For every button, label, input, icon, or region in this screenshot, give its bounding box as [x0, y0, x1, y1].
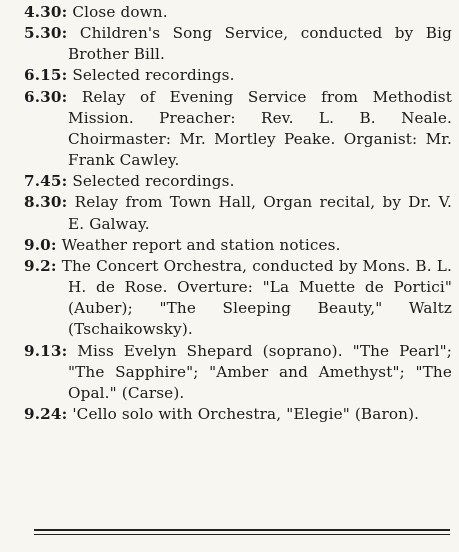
programme-text: Selected recordings. [72, 66, 235, 85]
programme-time: 9.0: [24, 235, 57, 254]
programme-entry [24, 171, 452, 192]
programme-text: Miss Evelyn Shepard (soprano). "The Pearl"; "The Sapphire"; "Amber and Amethyst"; "The Opal." (Carse). [68, 341, 452, 402]
programme-entry [24, 192, 452, 234]
programme-entry [24, 341, 452, 404]
column-end-rule [34, 534, 450, 535]
programme-text: Close down. [72, 3, 168, 21]
programme-time: 8.30: [24, 193, 68, 212]
programme-entry [24, 404, 452, 425]
programme-entry [24, 235, 452, 256]
programme-text: Children's Song Service, conducted by Big Brother Bill. [68, 24, 453, 64]
programme-time: 9.13: [24, 341, 68, 360]
programme-entry [24, 256, 452, 341]
programme-entry [24, 65, 452, 86]
programme-entry [24, 87, 452, 172]
programme-time: 7.45: [24, 172, 68, 191]
radio-programme-list [24, 2, 452, 425]
programme-text: 'Cello solo with Orchestra, "Elegie" (Baron). [72, 404, 420, 423]
programme-time: 9.24: [24, 404, 68, 423]
column-end-rule [34, 529, 450, 531]
programme-time: 5.30: [24, 24, 68, 43]
programme-entry [24, 2, 452, 23]
programme-text: Weather report and station notices. [61, 235, 341, 254]
programme-text: Relay of Evening Service from Methodist Mission. Preacher: Rev. L. B. Neale. Choirmaster: Mr. Mortley Peake. Organist: Mr. Frank Cawley. [68, 87, 452, 170]
programme-time: 6.30: [24, 87, 68, 106]
programme-text: Relay from Town Hall, Organ recital, by Dr. V. E. Galway. [68, 193, 453, 233]
programme-text: The Concert Orchestra, conducted by Mons. B. L. H. de Rose. Overture: "La Muette de Portici" (Auber); "The Sleeping Beauty," Waltz (Tschaikowsky). [61, 256, 452, 339]
programme-entry [24, 23, 452, 65]
programme-time: 9.2: [24, 256, 57, 275]
programme-time: 4.30: [24, 3, 68, 21]
programme-time: 6.15: [24, 66, 68, 85]
programme-text: Selected recordings. [72, 172, 235, 191]
